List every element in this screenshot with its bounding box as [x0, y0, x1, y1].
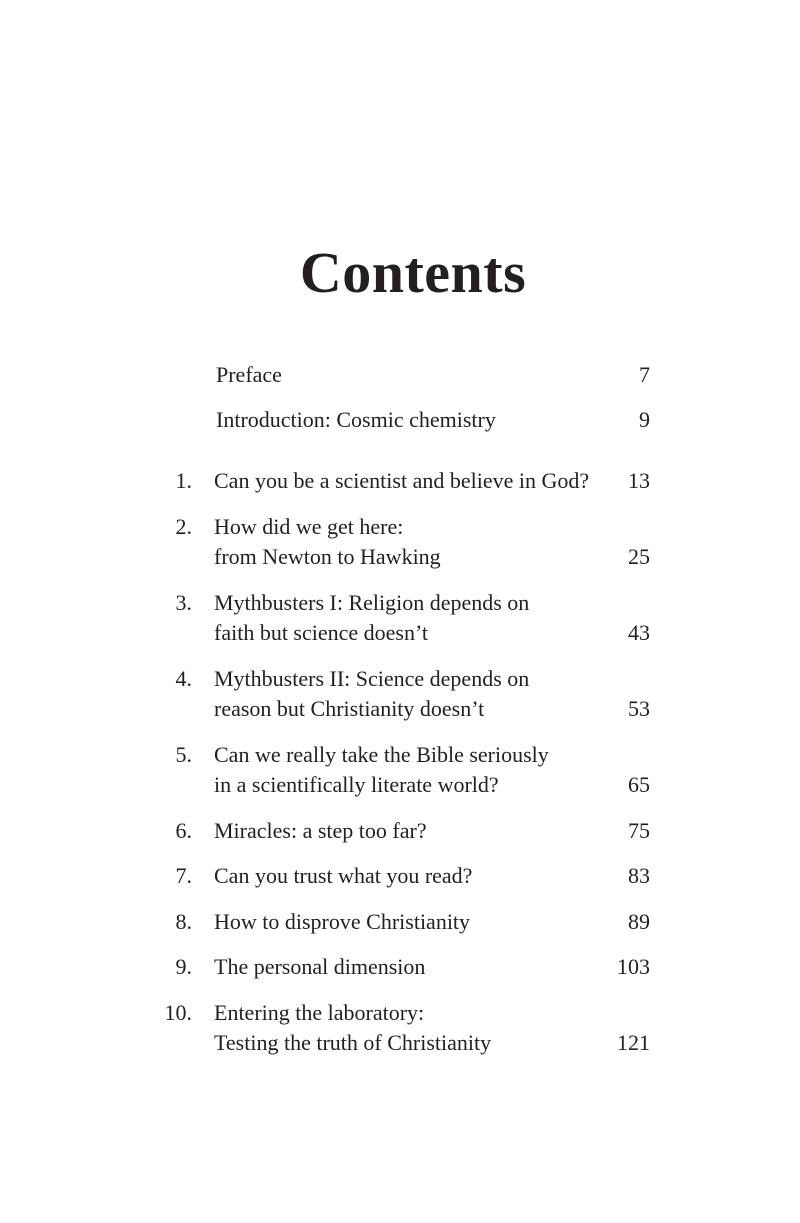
- toc-entry-title: Mythbusters I: Religion depends on faith but science doesn’t: [214, 590, 530, 645]
- toc-entry-page: 7: [639, 362, 650, 387]
- toc-entry-number: 7.: [175, 863, 192, 888]
- toc-entry-title: The personal dimension: [214, 954, 426, 979]
- toc-entry-title: How did we get here: from Newton to Hawking: [214, 514, 441, 569]
- toc-entry-title: Preface: [216, 362, 282, 387]
- toc-entry-number: 2.: [175, 514, 192, 539]
- toc-entry-title: Introduction: Cosmic chemistry: [216, 407, 496, 432]
- toc-entry-title: Entering the laboratory: Testing the truth of Christianity: [214, 1000, 492, 1055]
- toc-entry-page: 83: [628, 863, 650, 888]
- toc-entry-page: 25: [628, 544, 650, 569]
- toc-entry-page: 13: [628, 468, 650, 493]
- toc-entry-title: Can you be a scientist and believe in God?: [214, 468, 590, 493]
- toc-entry-page: 53: [628, 696, 650, 721]
- toc-entry-number: 4.: [175, 666, 192, 691]
- toc-entry-title: How to disprove Christianity: [214, 909, 471, 934]
- toc-entry-number: 10.: [164, 1000, 192, 1025]
- toc-entry-number: 3.: [175, 590, 192, 615]
- page-title: Contents: [299, 240, 527, 305]
- toc-entry-page: 121: [617, 1030, 650, 1055]
- toc-entry-number: 1.: [175, 468, 192, 493]
- toc-entry-title: Mythbusters II: Science depends on reason but Christianity doesn’t: [214, 666, 530, 721]
- toc-entry-number: 9.: [175, 954, 192, 979]
- toc-entry-page: 9: [639, 407, 650, 432]
- toc-entry-page: 65: [628, 772, 650, 797]
- toc-entry-page: 103: [617, 954, 650, 979]
- toc-entry-number: 5.: [175, 742, 192, 767]
- toc-entry-page: 43: [628, 620, 650, 645]
- toc-entry-page: 89: [628, 909, 650, 934]
- toc-entry-number: 6.: [175, 818, 192, 843]
- toc-entry-title: Miracles: a step too far?: [214, 818, 427, 843]
- toc-entry-title: Can you trust what you read?: [214, 863, 473, 888]
- toc-entry-title: Can we really take the Bible seriously in a scientifically literate world?: [214, 742, 549, 797]
- toc-entry-number: 8.: [175, 909, 192, 934]
- toc-entry-page: 75: [628, 818, 650, 843]
